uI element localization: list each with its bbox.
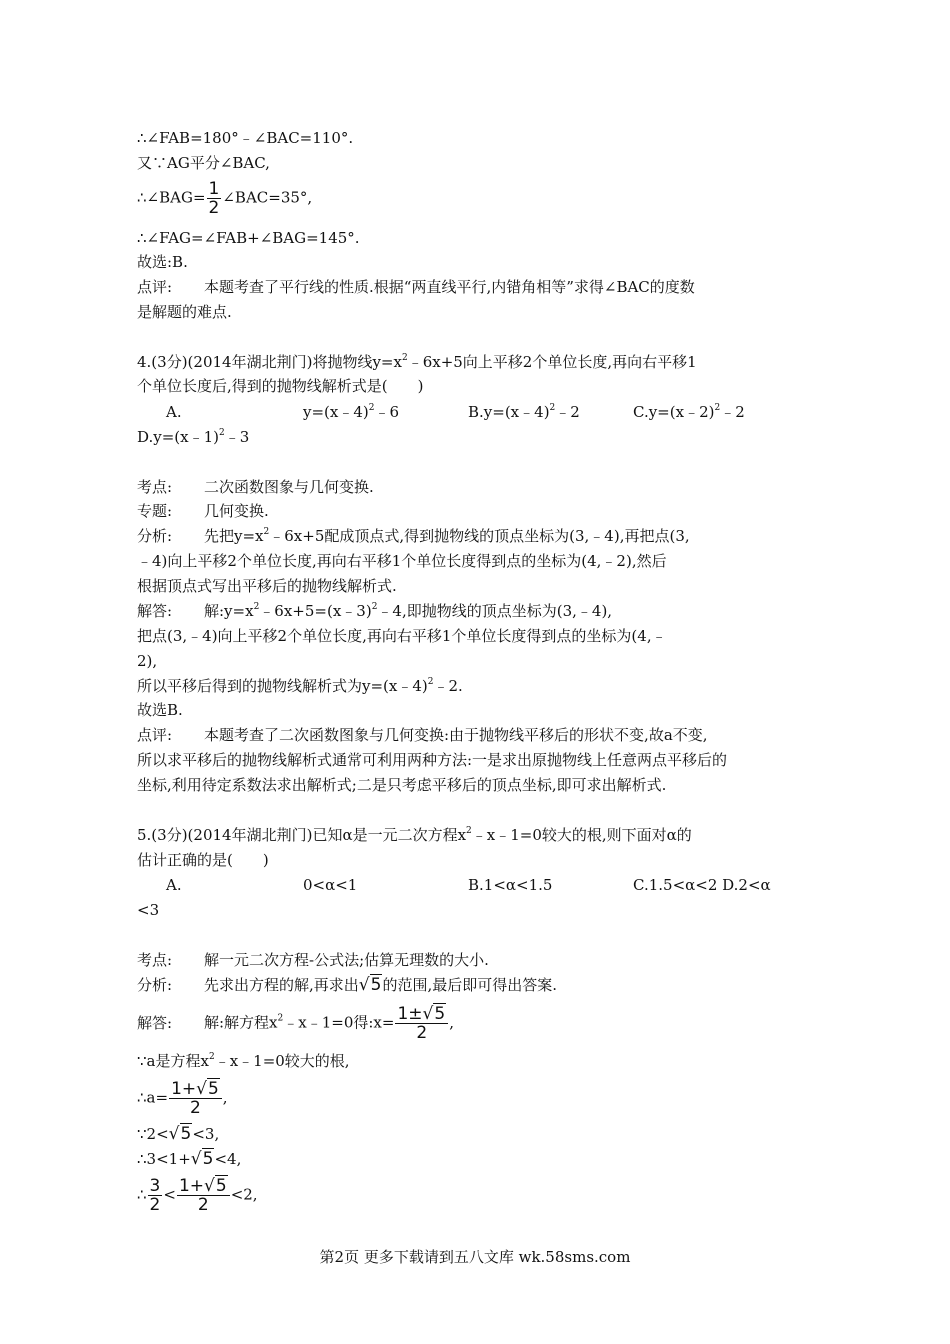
dianping-line: 点评: 本题考查了二次函数图象与几何变换:由于抛物线平移后的形状不变,故a不变,	[137, 726, 708, 744]
jieda-line: 解答: 解:解方程$x^2﹣x﹣1=0$得:x= $\frac{1\pm√5}{2}$ ,	[137, 1004, 454, 1043]
text-line: 2),	[137, 652, 158, 670]
text-line: 是解题的难点.	[137, 303, 232, 321]
text-line: 所以求平移后的抛物线解析式通常可利用两种方法:一是求出原抛物线上任意两点平移后的	[137, 751, 728, 769]
text: ∴∠BAG=	[137, 188, 206, 207]
text-line: 所以平移后得到的抛物线解析式为y=(x﹣4)$^2$﹣2.	[137, 677, 463, 695]
fraction: $\frac{3}{2}$	[149, 1176, 161, 1215]
text-line: 故选B.	[137, 701, 183, 719]
option-a: A.	[166, 403, 182, 421]
fenxi-line: 分析: 先把$y=x^2﹣6x+5$配成顶点式,得到抛物线的顶点坐标为(3,﹣4),再把点(3,	[137, 527, 690, 545]
comment-line	[137, 277, 695, 297]
jieda-line: 解答: 解$:y=x^2﹣6x+5=(x﹣3)^2﹣4$,即抛物线的顶点坐标为(3,﹣4),	[137, 602, 613, 620]
zhuanti-line: 专题: 几何变换.	[137, 502, 269, 520]
sqrt: √5	[358, 975, 382, 995]
option-a-value: 0<α<1	[303, 876, 358, 894]
option-b: B.y=(x﹣4)$^2$﹣2	[468, 403, 580, 421]
question-4-stem: 个单位长度后,得到的抛物线解析式是( )	[137, 377, 424, 395]
option-a-value: y=(x﹣4)$^2$﹣6	[303, 403, 400, 421]
option-c: C.y=(x﹣2)$^2$﹣2	[633, 403, 745, 421]
option-c-d: C.1.5<α<2 D.2<α	[633, 876, 771, 894]
fraction: $\frac{1+√5}{2}$	[169, 1080, 222, 1117]
text-line: ∴∠FAB=180°﹣∠BAC=110°.	[137, 129, 354, 147]
text-line: 根据顶点式写出平移后的抛物线解析式.	[137, 577, 397, 595]
fraction: $\frac{1\pm√5}{2}$	[395, 1005, 448, 1042]
text-line: 把点(3,﹣4)向上平移2个单位长度,再向右平移1个单位长度得到点的坐标为(4,﹣	[137, 627, 667, 645]
question-5-stem: 5.(3分)(2014年湖北荆门)已知α是一元二次方程$x^2﹣x﹣1=0$较大的根,则下面对α的	[137, 826, 692, 844]
fraction: $\frac{1+√5}{2}$	[177, 1177, 230, 1214]
text-line: 又∵AG平分∠BAC,	[137, 154, 270, 172]
text-line: ∴a= $\frac{1+√5}{2}$ ,	[137, 1079, 228, 1118]
denominator: 2	[208, 198, 220, 218]
text-line: 坐标,利用待定系数法求出解析式;二是只考虑平移后的顶点坐标,即可求出解析式.	[137, 776, 667, 794]
text: 本题考查了平行线的性质.根据“两直线平行,内错角相等”求得∠BAC的度数	[204, 278, 695, 296]
page-footer: 第2页 更多下载请到五八文库 wk.58sms.com	[319, 1248, 631, 1266]
fraction	[207, 180, 222, 217]
question-4-stem: 4.(3分)(2014年湖北荆门)将抛物线$y=x^2﹣6x+5$向上平移2个单位长度,再向右平移1	[137, 353, 697, 371]
text-line: ∴∠FAG=∠FAB+∠BAG=145°.	[137, 229, 360, 247]
kaodian-line: 考点: 解一元二次方程-公式法;估算无理数的大小.	[137, 951, 489, 969]
text-line: ∵a是方程$x^2﹣x﹣1=0$较大的根,	[137, 1052, 350, 1070]
text: ∠BAC=35°,	[222, 188, 313, 207]
text-line: ﹣4)向上平移2个单位长度,再向右平移1个单位长度得到点的坐标为(4,﹣2),然后	[137, 552, 667, 570]
text-line: ∵2<√5<3,	[137, 1124, 220, 1144]
option-a: A.	[166, 876, 182, 894]
option-d: D.y=(x﹣1)$^2$﹣3	[137, 428, 250, 446]
text-line	[137, 180, 312, 217]
text-line: ∴ $\frac{3}{2}$ < $\frac{1+√5}{2}$ <2,	[137, 1176, 258, 1215]
label: 点评:	[137, 278, 173, 296]
text-line: 故选:B.	[137, 253, 188, 271]
kaodian-line: 考点: 二次函数图象与几何变换.	[137, 478, 374, 496]
text-line: ∴3<1+√5<4,	[137, 1149, 242, 1169]
fenxi-line: 分析: 先求出方程的解,再求出√5的范围,最后即可得出答案.	[137, 975, 557, 995]
option-b: B.1<α<1.5	[468, 876, 553, 894]
option-d-cont: <3	[137, 901, 160, 919]
numerator: 1	[208, 179, 220, 199]
question-5-stem: 估计正确的是( )	[137, 851, 269, 869]
